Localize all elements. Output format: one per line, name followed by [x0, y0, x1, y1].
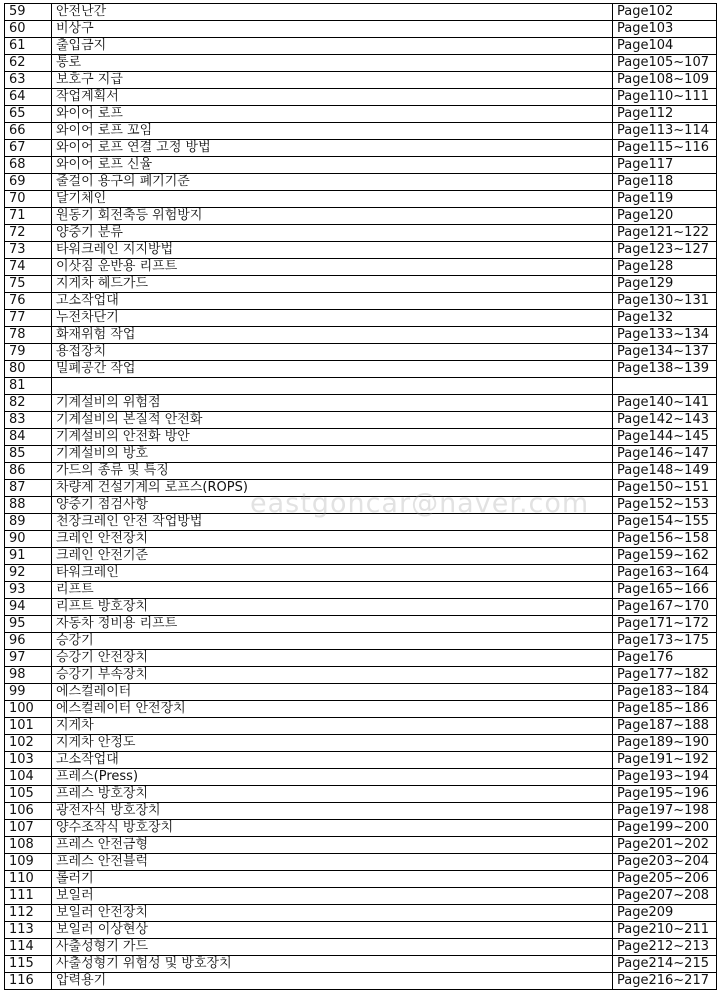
table-row: [5, 939, 717, 956]
row-title: 기계설비의 안전화 방안: [52, 429, 613, 446]
row-title: 보일러 이상현상: [52, 922, 613, 939]
row-title: 프레스 안전블럭: [52, 854, 613, 871]
row-title: 프레스 안전금형: [52, 837, 613, 854]
table-row: [5, 344, 717, 361]
row-page: Page119: [613, 191, 717, 208]
row-number: 103: [5, 752, 52, 769]
row-number: 109: [5, 854, 52, 871]
row-title: 승강기 안전장치: [52, 650, 613, 667]
row-number: 70: [5, 191, 52, 208]
row-page: Page148~149: [613, 463, 717, 480]
table-row: [5, 463, 717, 480]
row-page: Page163~164: [613, 565, 717, 582]
row-number: 115: [5, 956, 52, 973]
table-row: [5, 276, 717, 293]
table-row: [5, 582, 717, 599]
row-title: 비상구: [52, 21, 613, 38]
row-title: 양중기 분류: [52, 225, 613, 242]
table-row: [5, 735, 717, 752]
table-row: [5, 123, 717, 140]
row-number: 92: [5, 565, 52, 582]
row-number: 61: [5, 38, 52, 55]
table-row: [5, 752, 717, 769]
row-title: 천장크레인 안전 작업방법: [52, 514, 613, 531]
row-page: Page199~200: [613, 820, 717, 837]
table-row: [5, 854, 717, 871]
row-title: 타워크레인: [52, 565, 613, 582]
row-page: Page167~170: [613, 599, 717, 616]
row-number: 71: [5, 208, 52, 225]
row-page: Page112: [613, 106, 717, 123]
row-page: Page210~211: [613, 922, 717, 939]
table-row: [5, 157, 717, 174]
row-title: 프레스 방호장치: [52, 786, 613, 803]
row-page: Page113~114: [613, 123, 717, 140]
row-title: 지게차: [52, 718, 613, 735]
row-number: 116: [5, 973, 52, 990]
table-row: [5, 871, 717, 888]
row-page: Page156~158: [613, 531, 717, 548]
row-title: 리프트: [52, 582, 613, 599]
table-row: [5, 803, 717, 820]
row-title: 화재위험 작업: [52, 327, 613, 344]
row-page: Page130~131: [613, 293, 717, 310]
table-row: [5, 956, 717, 973]
row-page: Page177~182: [613, 667, 717, 684]
row-page: Page142~143: [613, 412, 717, 429]
row-title: 광전자식 방호장치: [52, 803, 613, 820]
row-page: Page201~202: [613, 837, 717, 854]
row-number: 100: [5, 701, 52, 718]
table-row: [5, 769, 717, 786]
row-title: 와이어 로프 연결 고정 방법: [52, 140, 613, 157]
row-title: 승강기 부속장치: [52, 667, 613, 684]
table-row: [5, 208, 717, 225]
row-page: Page132: [613, 310, 717, 327]
row-page: Page183~184: [613, 684, 717, 701]
table-row: [5, 497, 717, 514]
row-title: 승강기: [52, 633, 613, 650]
row-page: Page193~194: [613, 769, 717, 786]
row-page: Page140~141: [613, 395, 717, 412]
row-number: 74: [5, 259, 52, 276]
table-row: [5, 820, 717, 837]
row-page: Page144~145: [613, 429, 717, 446]
row-number: 99: [5, 684, 52, 701]
row-title: 줄걸이 용구의 폐기기준: [52, 174, 613, 191]
row-page: Page102: [613, 4, 717, 21]
table-row: [5, 667, 717, 684]
row-title: 양중기 점검사항: [52, 497, 613, 514]
row-title: [52, 378, 613, 395]
table-row: [5, 616, 717, 633]
table-row: [5, 395, 717, 412]
row-page: Page138~139: [613, 361, 717, 378]
row-title: 프레스(Press): [52, 769, 613, 786]
table-row: [5, 429, 717, 446]
row-number: 91: [5, 548, 52, 565]
row-title: 고소작업대: [52, 752, 613, 769]
row-title: 와이어 로프 신율: [52, 157, 613, 174]
row-page: Page120: [613, 208, 717, 225]
row-page: Page121~122: [613, 225, 717, 242]
table-row: [5, 633, 717, 650]
table-row: [5, 259, 717, 276]
row-page: Page105~107: [613, 55, 717, 72]
table-row: [5, 72, 717, 89]
row-number: 112: [5, 905, 52, 922]
row-title: 에스컬레이터 안전장치: [52, 701, 613, 718]
row-number: 87: [5, 480, 52, 497]
table-row: [5, 446, 717, 463]
row-title: 리프트 방호장치: [52, 599, 613, 616]
row-number: 110: [5, 871, 52, 888]
row-title: 보일러: [52, 888, 613, 905]
row-number: 97: [5, 650, 52, 667]
row-title: 출입금지: [52, 38, 613, 55]
row-number: 65: [5, 106, 52, 123]
watermark: eastgoncar@naver.com: [250, 488, 590, 519]
table-row: [5, 38, 717, 55]
table-row: [5, 293, 717, 310]
row-number: 63: [5, 72, 52, 89]
row-title: 기계설비의 본질적 안전화: [52, 412, 613, 429]
table-row: [5, 531, 717, 548]
row-number: 102: [5, 735, 52, 752]
row-number: 86: [5, 463, 52, 480]
row-number: 67: [5, 140, 52, 157]
row-number: 96: [5, 633, 52, 650]
row-number: 107: [5, 820, 52, 837]
row-number: 83: [5, 412, 52, 429]
row-number: 82: [5, 395, 52, 412]
row-page: Page171~172: [613, 616, 717, 633]
row-page: Page197~198: [613, 803, 717, 820]
row-title: 안전난간: [52, 4, 613, 21]
table-row: [5, 191, 717, 208]
table-row: [5, 650, 717, 667]
table-row: [5, 514, 717, 531]
table-row: [5, 837, 717, 854]
row-number: 62: [5, 55, 52, 72]
row-title: 기계설비의 위험점: [52, 395, 613, 412]
row-number: 81: [5, 378, 52, 395]
toc-table: [4, 3, 717, 990]
row-number: 69: [5, 174, 52, 191]
row-page: Page104: [613, 38, 717, 55]
row-title: 보호구 지급: [52, 72, 613, 89]
row-page: Page129: [613, 276, 717, 293]
table-row: [5, 21, 717, 38]
row-title: 원동기 회전축등 위험방지: [52, 208, 613, 225]
row-number: 66: [5, 123, 52, 140]
row-page: Page154~155: [613, 514, 717, 531]
row-number: 95: [5, 616, 52, 633]
table-row: [5, 548, 717, 565]
row-number: 85: [5, 446, 52, 463]
table-row: [5, 174, 717, 191]
row-page: Page123~127: [613, 242, 717, 259]
row-title: 누전차단기: [52, 310, 613, 327]
row-number: 84: [5, 429, 52, 446]
row-title: 지게차 안정도: [52, 735, 613, 752]
row-number: 111: [5, 888, 52, 905]
row-page: Page110~111: [613, 89, 717, 106]
table-row: [5, 786, 717, 803]
row-title: 작업계획서: [52, 89, 613, 106]
row-title: 롤러기: [52, 871, 613, 888]
row-title: 지게차 헤드가드: [52, 276, 613, 293]
row-page: Page146~147: [613, 446, 717, 463]
row-page: Page207~208: [613, 888, 717, 905]
table-row: [5, 701, 717, 718]
row-number: 89: [5, 514, 52, 531]
table-row: [5, 361, 717, 378]
table-row: [5, 888, 717, 905]
row-number: 78: [5, 327, 52, 344]
row-title: 크레인 안전장치: [52, 531, 613, 548]
table-row: [5, 973, 717, 990]
row-title: 자동차 정비용 리프트: [52, 616, 613, 633]
row-number: 68: [5, 157, 52, 174]
row-page: Page187~188: [613, 718, 717, 735]
row-page: Page191~192: [613, 752, 717, 769]
table-row: [5, 378, 717, 395]
row-page: Page133~134: [613, 327, 717, 344]
row-page: Page152~153: [613, 497, 717, 514]
row-number: 88: [5, 497, 52, 514]
table-row: [5, 4, 717, 21]
row-page: Page176: [613, 650, 717, 667]
row-page: Page205~206: [613, 871, 717, 888]
row-number: 76: [5, 293, 52, 310]
row-title: 타워크레인 지지방법: [52, 242, 613, 259]
row-number: 73: [5, 242, 52, 259]
row-title: 밀폐공간 작업: [52, 361, 613, 378]
row-title: 용접장치: [52, 344, 613, 361]
row-title: 기계설비의 방호: [52, 446, 613, 463]
row-title: 가드의 종류 및 특징: [52, 463, 613, 480]
table-row: [5, 480, 717, 497]
row-number: 106: [5, 803, 52, 820]
row-number: 75: [5, 276, 52, 293]
row-page: Page173~175: [613, 633, 717, 650]
row-page: Page150~151: [613, 480, 717, 497]
row-number: 105: [5, 786, 52, 803]
row-title: 압력용기: [52, 973, 613, 990]
row-page: Page209: [613, 905, 717, 922]
row-page: Page134~137: [613, 344, 717, 361]
row-number: 101: [5, 718, 52, 735]
row-page: Page108~109: [613, 72, 717, 89]
row-number: 90: [5, 531, 52, 548]
row-page: Page165~166: [613, 582, 717, 599]
row-number: 77: [5, 310, 52, 327]
row-title: 통로: [52, 55, 613, 72]
row-page: [613, 378, 717, 395]
row-page: Page212~213: [613, 939, 717, 956]
table-row: [5, 922, 717, 939]
row-title: 이삿짐 운반용 리프트: [52, 259, 613, 276]
table-row: [5, 565, 717, 582]
table-row: [5, 242, 717, 259]
row-number: 80: [5, 361, 52, 378]
row-number: 60: [5, 21, 52, 38]
row-title: 크레인 안전기준: [52, 548, 613, 565]
row-title: 양수조작식 방호장치: [52, 820, 613, 837]
row-number: 59: [5, 4, 52, 21]
table-row: [5, 55, 717, 72]
row-page: Page159~162: [613, 548, 717, 565]
toc-body: [5, 4, 717, 990]
row-page: Page203~204: [613, 854, 717, 871]
table-row: [5, 412, 717, 429]
row-number: 108: [5, 837, 52, 854]
row-number: 79: [5, 344, 52, 361]
table-row: [5, 140, 717, 157]
table-row: [5, 89, 717, 106]
row-title: 달기체인: [52, 191, 613, 208]
table-row: [5, 599, 717, 616]
table-row: [5, 106, 717, 123]
row-number: 113: [5, 922, 52, 939]
table-row: [5, 225, 717, 242]
table-row: [5, 327, 717, 344]
row-number: 114: [5, 939, 52, 956]
row-title: 보일러 안전장치: [52, 905, 613, 922]
table-row: [5, 905, 717, 922]
row-title: 와이어 로프: [52, 106, 613, 123]
row-page: Page189~190: [613, 735, 717, 752]
row-page: Page216~217: [613, 973, 717, 990]
row-page: Page117: [613, 157, 717, 174]
row-number: 93: [5, 582, 52, 599]
row-page: Page128: [613, 259, 717, 276]
row-number: 72: [5, 225, 52, 242]
row-title: 고소작업대: [52, 293, 613, 310]
row-number: 64: [5, 89, 52, 106]
table-row: [5, 684, 717, 701]
row-page: Page103: [613, 21, 717, 38]
row-page: Page195~196: [613, 786, 717, 803]
table-row: [5, 718, 717, 735]
row-title: 차량계 건설기계의 로프스(ROPS): [52, 480, 613, 497]
row-title: 에스컬레이터: [52, 684, 613, 701]
row-title: 사출성형기 위험성 및 방호장치: [52, 956, 613, 973]
row-number: 94: [5, 599, 52, 616]
row-page: Page185~186: [613, 701, 717, 718]
table-row: [5, 310, 717, 327]
row-number: 104: [5, 769, 52, 786]
row-page: Page115~116: [613, 140, 717, 157]
row-number: 98: [5, 667, 52, 684]
row-page: Page118: [613, 174, 717, 191]
row-title: 와이어 로프 꼬임: [52, 123, 613, 140]
row-title: 사출성형기 가드: [52, 939, 613, 956]
row-page: Page214~215: [613, 956, 717, 973]
